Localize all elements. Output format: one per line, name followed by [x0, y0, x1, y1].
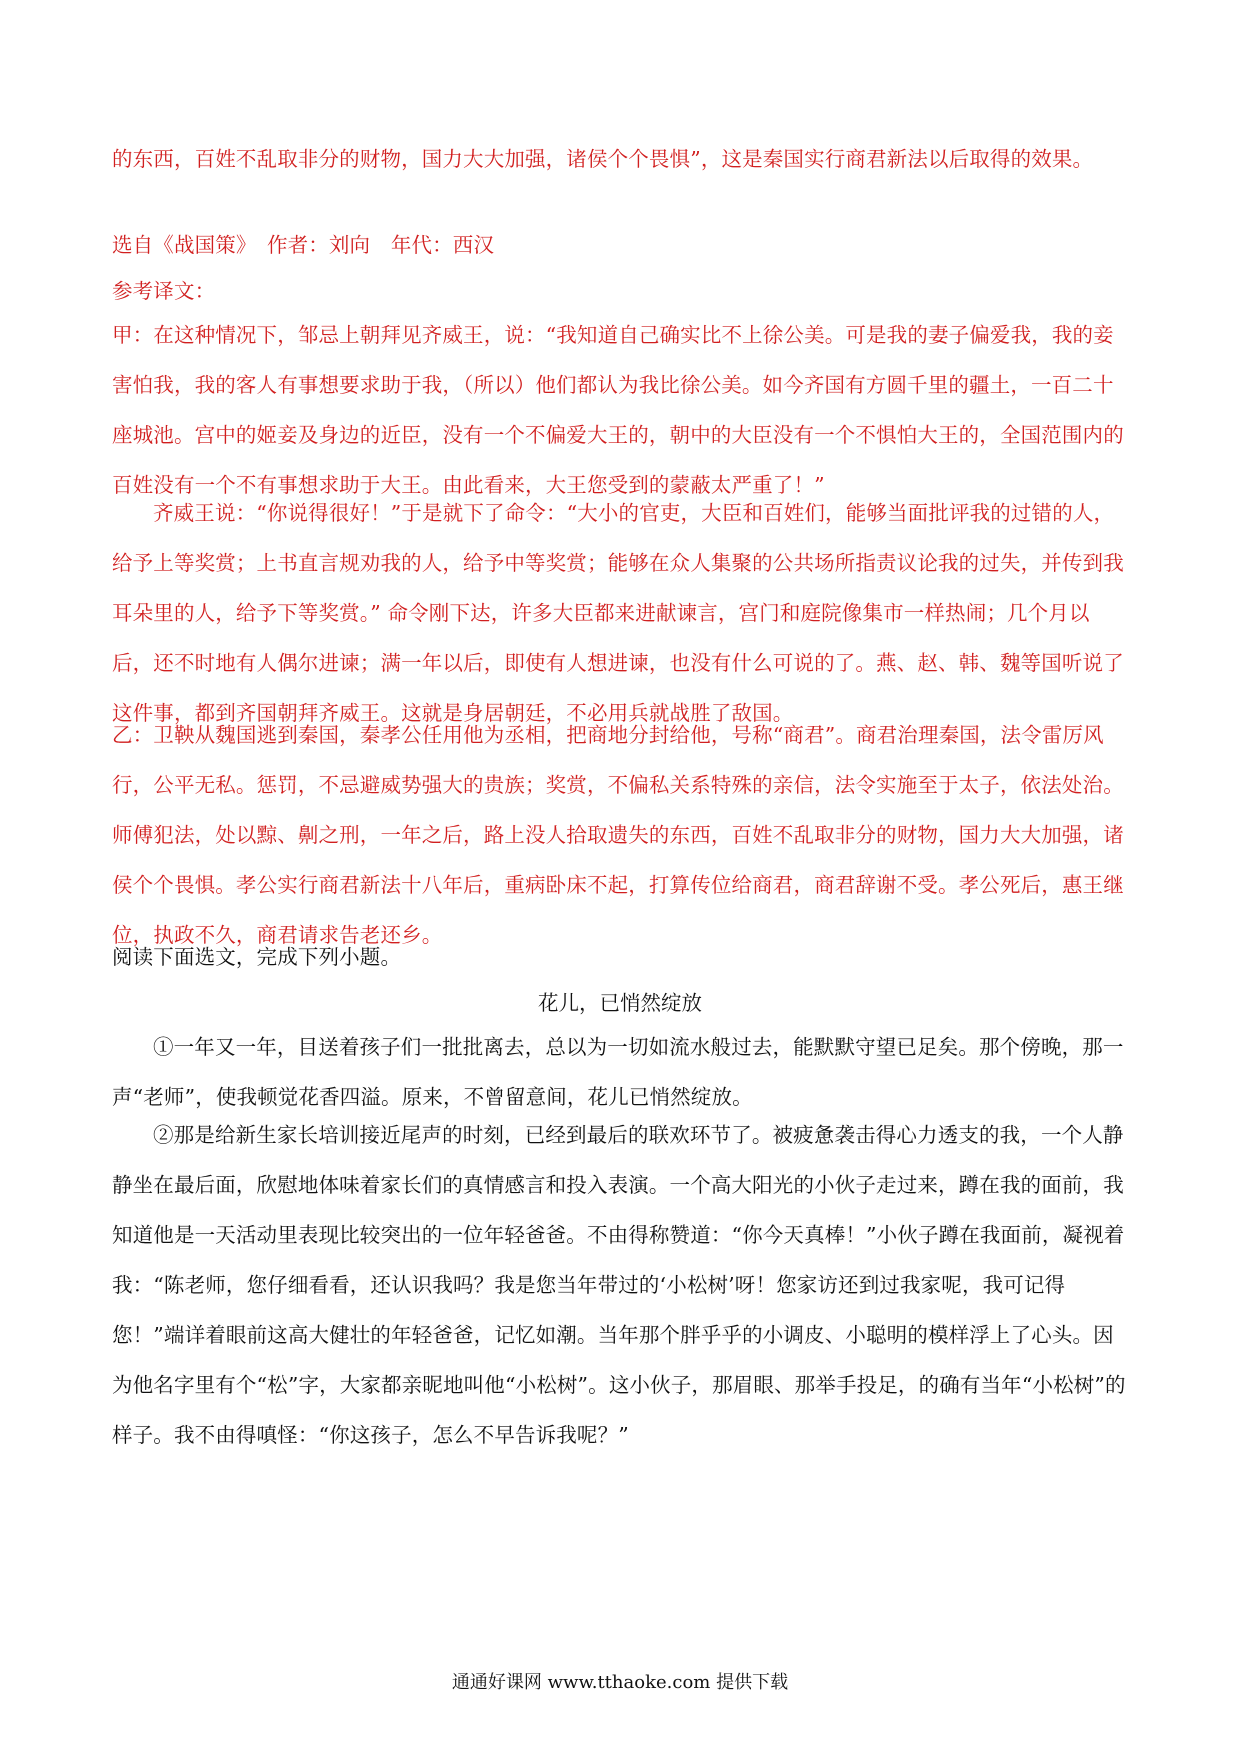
translation-jia-paragraph-1: 甲：在这种情况下，邹忌上朝拜见齐威王，说：“我知道自己确实比不上徐公美。可是我的妻子偏爱我，我的妾害怕我，我的客人有事想要求助于我，（所以）他们都认为我比徐公美。如今齐国有方圆千里的疆土，一百二十座城池。宫中的姬妾及身边的近臣，没有一个不偏爱大王的，朝中的大臣没有一个不惧怕大王的，全国范围内的百姓没有一个不有事想求助于大王。由此看来，大王您受到的蒙蔽太严重了！”: [112, 323, 1124, 497]
translation-yi-paragraph: 乙：卫鞅从魏国逃到秦国，秦孝公任用他为丞相，把商地分封给他，号称“商君”。商君治理秦国，法令雷厉风行，公平无私。惩罚，不忌避威势强大的贵族；奖赏，不偏私关系特殊的亲信，法令实施至于太子，依法处治。师傅犯法，处以黥、劓之刑，一年之后，路上没人拾取遗失的东西，百姓不乱取非分的财物，国力大大加强，诸侯个个畏惧。孝公实行商君新法十八年后，重病卧床不起，打算传位给商君，商君辞谢不受。孝公死后，惠王继位，执政不久，商君请求告老还乡。: [112, 723, 1124, 947]
source-line: 选自《战国策》 作者：刘向 年代：西汉: [112, 233, 495, 257]
translation-continuation: 的东西，百姓不乱取非分的财物，国力大大加强，诸侯个个畏惧”，这是秦国实行商君新法以后取得的效果。: [112, 147, 1094, 171]
reference-translation-heading: 参考译文：: [112, 279, 216, 303]
passage-title: 花儿，已悄然绽放: [538, 991, 702, 1015]
passage-paragraph-2: ②那是给新生家长培训接近尾声的时刻，已经到最后的联欢环节了。被疲惫袭击得心力透支的我，一个人静静坐在最后面，欣慰地体味着家长们的真情感言和投入表演。一个高大阳光的小伙子走过来，蹲在我的面前，我知道他是一天活动里表现比较突出的一位年轻爸爸。不由得称赞道：“你今天真棒！”小伙子蹲在我面前，凝视着我：“陈老师，您仔细看看，还认识我吗？我是您当年带过的‘小松树’呀！您家访还到过我家呢，我可记得您！”端详着眼前这高大健壮的年轻爸爸，记忆如潮。当年那个胖乎乎的小调皮、小聪明的模样浮上了心头。因为他名字里有个“松”字，大家都亲昵地叫他“小松树”。这小伙子，那眉眼、那举手投足，的确有当年“小松树”的样子。我不由得嗔怪：“你这孩子，怎么不早告诉我呢？”: [112, 1123, 1126, 1447]
passage-paragraph-1: ①一年又一年，目送着孩子们一批批离去，总以为一切如流水般过去，能默默守望已足矣。那个傍晚，那一声“老师”，使我顿觉花香四溢。原来，不曾留意间，花儿已悄然绽放。: [112, 1035, 1124, 1109]
translation-jia-paragraph-2: 齐威王说：“你说得很好！”于是就下了命令：“大小的官吏，大臣和百姓们，能够当面批评我的过错的人，给予上等奖赏；上书直言规劝我的人，给予中等奖赏；能够在众人集聚的公共场所指责议论我的过失，并传到我耳朵里的人，给予下等奖赏。” 命令刚下达，许多大臣都来进献谏言，宫门和庭院像集市一样热闹；几个月以后，还不时地有人偶尔进谏；满一年以后，即使有人想进谏，也没有什么可说的了。燕、赵、韩、魏等国听说了这件事，都到齐国朝拜齐威王。这就是身居朝廷，不必用兵就战胜了敌国。: [112, 501, 1124, 725]
page-footer: 通通好课网 www.tthaoke.com 提供下载: [451, 1672, 789, 1693]
reading-instruction: 阅读下面选文，完成下列小题。: [112, 945, 402, 969]
